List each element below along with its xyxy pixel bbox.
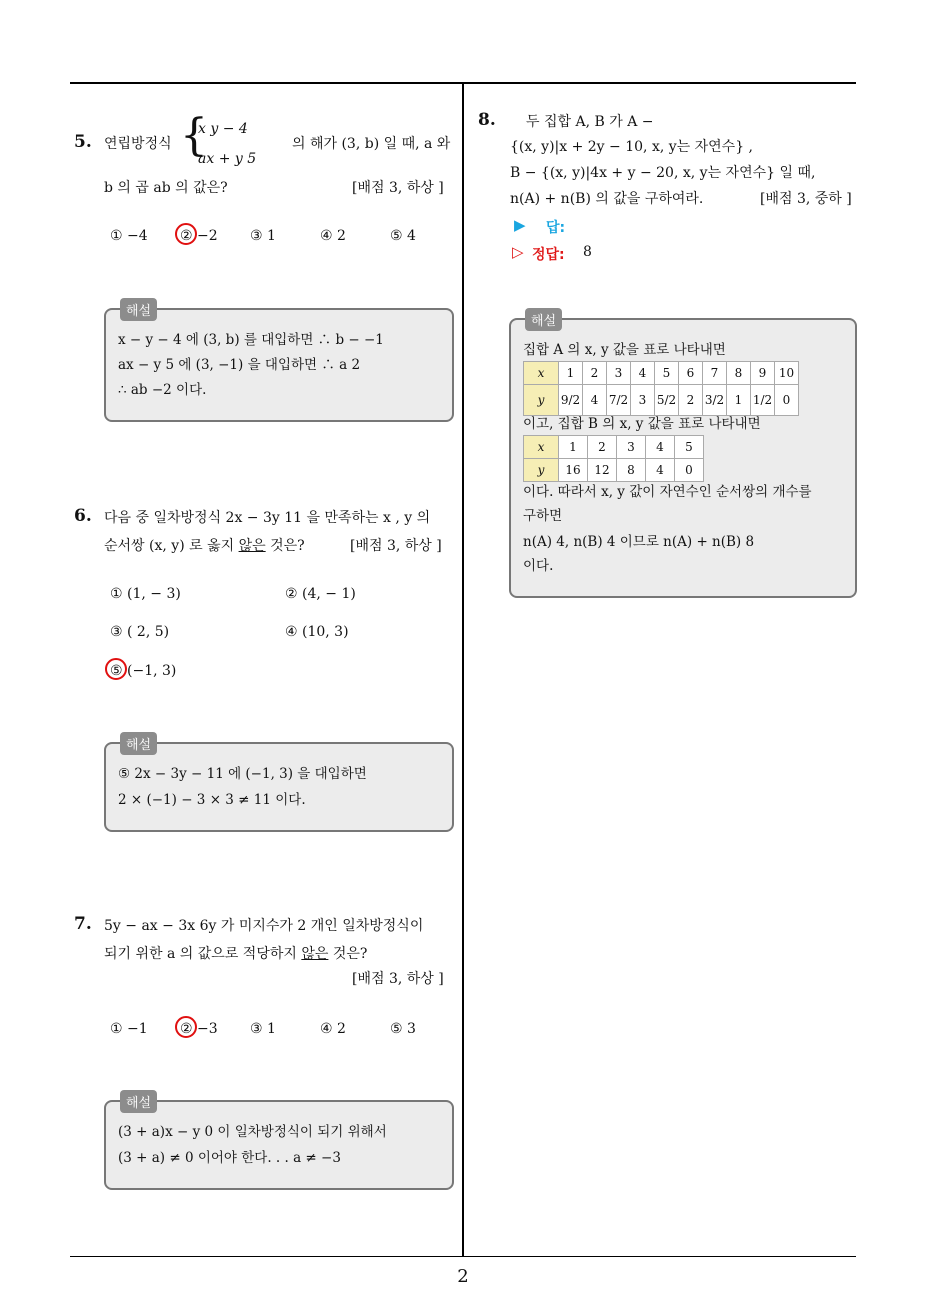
choice-4[interactable]: ④ 2 <box>320 228 346 244</box>
difficulty-label: [배점 3, 중하 ] <box>760 191 852 207</box>
table-cell: 7/2 <box>607 385 631 416</box>
question-number: 8. <box>478 110 496 130</box>
choice-4[interactable]: ④ (10, 3) <box>285 624 349 640</box>
question-number: 7. <box>74 914 92 934</box>
choice-3[interactable]: ③ 1 <box>250 1021 276 1037</box>
solution-line: 2 × (−1) − 3 × 3 ≠ 11 이다. <box>118 792 306 808</box>
table-cell: 5/2 <box>655 385 679 416</box>
table-cell: 8 <box>727 362 751 385</box>
solution-line: 집합 A 의 x, y 값을 표로 나타내면 <box>523 342 726 358</box>
choice-5[interactable]: ⑤ 4 <box>390 228 416 244</box>
solution-line: x − y − 4 에 (3, b) 를 대입하면 ∴ b − −1 <box>118 332 384 348</box>
table-cell: 9/2 <box>559 385 583 416</box>
question-text: 순서쌍 (x, y) 로 옳지 않은 것은? <box>104 538 305 554</box>
table-row-y <box>524 385 799 416</box>
table-cell: 9 <box>751 362 775 385</box>
table-cell: 4 <box>583 385 607 416</box>
table-cell: x <box>524 362 559 385</box>
table-cell: 16 <box>559 459 588 482</box>
page-number: 2 <box>457 1266 469 1287</box>
solution-line: (3 + a) ≠ 0 이어야 한다. . . a ≠ −3 <box>118 1150 341 1166</box>
question-text: 연립방정식 <box>104 136 172 152</box>
hollow-triangle-icon: ▷ <box>512 243 524 261</box>
choice-4[interactable]: ④ 2 <box>320 1021 346 1037</box>
table-cell: 4 <box>631 362 655 385</box>
solution-line: n(A) 4, n(B) 4 이므로 n(A) + n(B) 8 <box>523 534 755 550</box>
table-cell: 0 <box>675 459 704 482</box>
table-cell: 5 <box>675 436 704 459</box>
question-text: 5y − ax − 3x 6y 가 미지수가 2 개인 일차방정식이 <box>104 918 424 934</box>
play-triangle-icon: ▶ <box>514 216 526 234</box>
column-divider <box>462 82 464 1257</box>
difficulty-label: [배점 3, 하상 ] <box>352 971 444 987</box>
table-cell: 3 <box>607 362 631 385</box>
solution-line: 이다. <box>523 558 554 574</box>
question-text: b 의 곱 ab 의 값은? <box>104 180 228 196</box>
table-row-x <box>524 436 704 459</box>
question-text: 두 집합 A, B 가 A − <box>526 114 654 130</box>
table-cell: y <box>524 385 559 416</box>
table-cell: 7 <box>703 362 727 385</box>
solution-line: 이다. 따라서 x, y 값이 자연수인 순서쌍의 개수를 <box>523 484 812 500</box>
table-cell: 8 <box>617 459 646 482</box>
value-table-b <box>523 435 704 482</box>
solution-box <box>104 304 454 422</box>
table-cell: 4 <box>646 436 675 459</box>
table-row-x <box>524 362 799 385</box>
choice-5[interactable]: ⑤ 3 <box>390 1021 416 1037</box>
table-cell: 6 <box>679 362 703 385</box>
question-text: n(A) + n(B) 의 값을 구하여라. <box>510 191 704 207</box>
choice-3[interactable]: ③ 1 <box>250 228 276 244</box>
solution-tag: 해설 <box>525 308 562 331</box>
choice-3[interactable]: ③ ( 2, 5) <box>110 624 170 640</box>
difficulty-label: [배점 3, 하상 ] <box>350 538 442 554</box>
table-cell: 2 <box>679 385 703 416</box>
table-cell: 5 <box>655 362 679 385</box>
choice-1[interactable]: ① (1, − 3) <box>110 586 181 602</box>
table-cell: x <box>524 436 559 459</box>
correct-answer-label: 정답: <box>532 247 565 263</box>
solution-line: ⑤ 2x − 3y − 11 에 (−1, 3) 을 대입하면 <box>118 766 367 782</box>
solution-line: ax − y 5 에 (3, −1) 을 대입하면 ∴ a 2 <box>118 357 361 373</box>
difficulty-label: [배점 3, 하상 ] <box>352 180 444 196</box>
question-text: 다음 중 일차방정식 2x − 3y 11 을 만족하는 x , y 의 <box>104 510 431 526</box>
equation-1: x y − 4 <box>198 121 248 137</box>
solution-line: (3 + a)x − y 0 이 일차방정식이 되기 위해서 <box>118 1124 387 1140</box>
choice-1[interactable]: ① −1 <box>110 1021 148 1037</box>
table-cell: 2 <box>588 436 617 459</box>
solution-line: 이고, 집합 B 의 x, y 값을 표로 나타내면 <box>523 416 761 432</box>
answer-label: 답: <box>546 220 566 236</box>
question-text: 의 해가 (3, b) 일 때, a 와 <box>292 136 451 152</box>
answer-circle <box>175 223 197 245</box>
solution-box <box>509 314 857 598</box>
question-number: 5. <box>74 132 92 152</box>
table-cell: 1 <box>559 436 588 459</box>
system-brace: { <box>180 110 208 161</box>
answer-circle <box>105 658 127 680</box>
question-text: {(x, y)|x + 2y − 10, x, y는 자연수} , <box>510 139 754 155</box>
solution-line: 구하면 <box>523 508 563 524</box>
question-text: 되기 위한 a 의 값으로 적당하지 않은 것은? <box>104 946 368 962</box>
underline-not: 않은 <box>238 538 266 554</box>
table-cell: 4 <box>646 459 675 482</box>
solution-line: ∴ ab −2 이다. <box>118 382 207 398</box>
value-table-a <box>523 361 799 416</box>
correct-answer-value: 8 <box>583 244 592 260</box>
table-row-y <box>524 459 704 482</box>
solution-tag: 해설 <box>120 298 157 321</box>
solution-tag: 해설 <box>120 732 157 755</box>
solution-box <box>104 738 454 832</box>
table-cell: 1 <box>559 362 583 385</box>
choice-1[interactable]: ① −4 <box>110 228 148 244</box>
table-cell: 3 <box>617 436 646 459</box>
choice-2[interactable]: ② (4, − 1) <box>285 586 356 602</box>
choice-2[interactable]: ② −2 <box>180 228 218 244</box>
table-cell: 1 <box>727 385 751 416</box>
table-cell: 0 <box>775 385 799 416</box>
choice-2[interactable]: ② −3 <box>180 1021 218 1037</box>
table-cell: 3 <box>631 385 655 416</box>
table-cell: 12 <box>588 459 617 482</box>
solution-box <box>104 1096 454 1190</box>
question-text: B − {(x, y)|4x + y − 20, x, y는 자연수} 일 때, <box>510 165 816 181</box>
choice-5[interactable]: ⑤ (−1, 3) <box>110 663 177 679</box>
equation-2: ax + y 5 <box>198 151 257 167</box>
table-cell: 2 <box>583 362 607 385</box>
table-cell: 1/2 <box>751 385 775 416</box>
table-cell: 3/2 <box>703 385 727 416</box>
solution-tag: 해설 <box>120 1090 157 1113</box>
table-cell: 10 <box>775 362 799 385</box>
answer-circle <box>175 1016 197 1038</box>
underline-not: 않은 <box>301 946 329 962</box>
table-cell: y <box>524 459 559 482</box>
question-number: 6. <box>74 506 92 526</box>
bottom-rule <box>70 1256 856 1257</box>
